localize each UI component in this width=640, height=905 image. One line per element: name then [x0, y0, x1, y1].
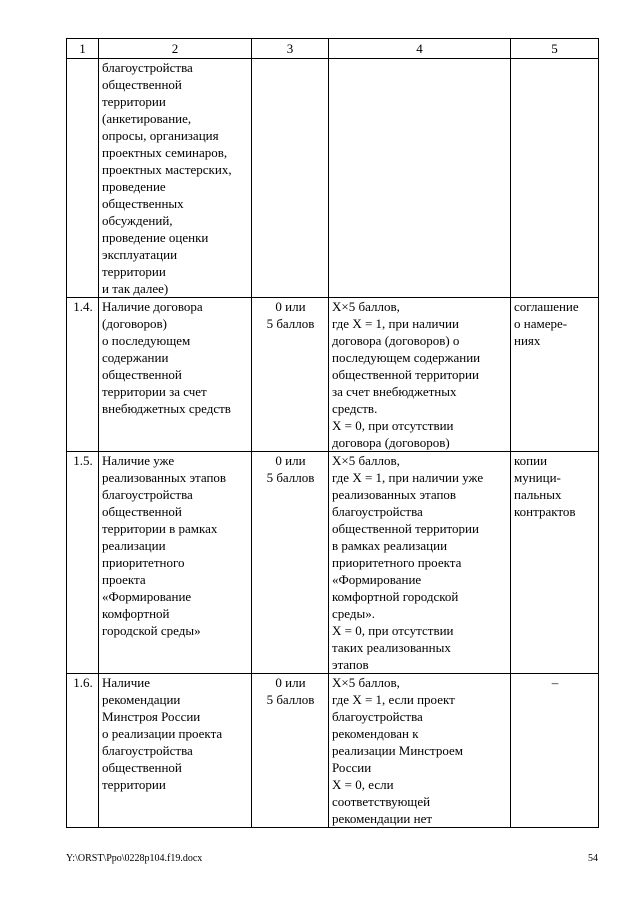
- cell-line: 5 баллов: [266, 470, 315, 485]
- cell-line: рекомендации нет: [332, 811, 433, 826]
- cell-line: (анкетирование,: [102, 111, 192, 126]
- column-header: 1: [67, 39, 99, 59]
- documents-cell: [511, 674, 599, 828]
- cell-line: обсуждений,: [102, 213, 173, 228]
- cell-line: где X = 1, при наличии уже: [332, 470, 484, 485]
- cell-line: 0 или: [275, 675, 306, 690]
- cell-line: 5 баллов: [266, 316, 315, 331]
- column-header: 5: [511, 39, 599, 59]
- cell-line: последующем содержании: [332, 350, 481, 365]
- cell-line: соглашение: [514, 299, 579, 314]
- cell-line: эксплуатации: [102, 247, 178, 262]
- column-header: 4: [329, 39, 511, 59]
- cell-line: рекомендации: [102, 692, 181, 707]
- cell-line: Наличие уже: [102, 453, 175, 468]
- cell-line: (договоров): [102, 316, 167, 331]
- criterion-cell: [99, 298, 252, 452]
- cell-line: внебюджетных средств: [102, 401, 231, 416]
- cell-line: 5 баллов: [266, 692, 315, 707]
- cell-line: контрактов: [514, 504, 576, 519]
- points-cell: [252, 298, 329, 452]
- cell-line: благоустройства: [102, 743, 193, 758]
- cell-line: приоритетного проекта: [332, 555, 462, 570]
- documents-cell: [511, 298, 599, 452]
- row-number-cell: 1.4.: [67, 298, 99, 452]
- cell-line: общественной: [102, 367, 182, 382]
- cell-line: о намере-: [514, 316, 568, 331]
- cell-line: проведение: [102, 179, 166, 194]
- scoring-cell: [329, 452, 511, 674]
- cell-line: территории: [102, 94, 166, 109]
- cell-line: X×5 баллов,: [332, 453, 400, 468]
- cell-line: X = 0, если: [332, 777, 394, 792]
- header-row: [67, 39, 599, 59]
- page-number: 54: [588, 853, 598, 864]
- cell-line: рекомендован к: [332, 726, 419, 741]
- cell-line: реализованных этапов: [102, 470, 227, 485]
- cell-line: X×5 баллов,: [332, 299, 400, 314]
- cell-line: территории за счет: [102, 384, 207, 399]
- cell-line: пальных: [514, 487, 562, 502]
- cell-line: общественной: [102, 760, 182, 775]
- points-cell: [252, 59, 329, 298]
- cell-line: таких реализованных: [332, 640, 451, 655]
- cell-line: благоустройства: [102, 60, 193, 75]
- criterion-cell: [99, 674, 252, 828]
- cell-line: территории: [102, 777, 166, 792]
- cell-line: соответствующей: [332, 794, 431, 809]
- cell-line: за счет внебюджетных: [332, 384, 457, 399]
- scoring-cell: [329, 674, 511, 828]
- cell-line: этапов: [332, 657, 369, 672]
- cell-line: где X = 1, если проект: [332, 692, 455, 707]
- cell-line: где X = 1, при наличии: [332, 316, 459, 331]
- cell-line: договора (договоров) о: [332, 333, 460, 348]
- row-number-cell: [67, 59, 99, 298]
- cell-line: России: [332, 760, 372, 775]
- cell-line: муници-: [514, 470, 561, 485]
- cell-line: комфортной: [102, 606, 170, 621]
- cell-line: X×5 баллов,: [332, 675, 400, 690]
- cell-line: в рамках реализации: [332, 538, 448, 553]
- cell-line: средств.: [332, 401, 378, 416]
- table-row: [67, 452, 599, 674]
- cell-line: проведение оценки: [102, 230, 209, 245]
- cell-line: реализации Минстроем: [332, 743, 464, 758]
- cell-line: Минстроя России: [102, 709, 201, 724]
- cell-line: общественных: [102, 196, 184, 211]
- cell-line: территории в рамках: [102, 521, 218, 536]
- points-cell: [252, 452, 329, 674]
- cell-line: проектных мастерских,: [102, 162, 232, 177]
- documents-cell: [511, 59, 599, 298]
- cell-line: проектных семинаров,: [102, 145, 228, 160]
- row-number-cell: 1.6.: [67, 674, 99, 828]
- cell-line: проекта: [102, 572, 146, 587]
- cell-line: среды».: [332, 606, 375, 621]
- cell-line: реализованных этапов: [332, 487, 457, 502]
- cell-line: 0 или: [275, 453, 306, 468]
- cell-line: приоритетного: [102, 555, 185, 570]
- cell-line: X = 0, при отсутствии: [332, 418, 454, 433]
- table-row: [67, 674, 599, 828]
- cell-line: общественной: [102, 77, 182, 92]
- cell-line: «Формирование: [102, 589, 192, 604]
- cell-line: комфортной городской: [332, 589, 459, 604]
- cell-line: благоустройства: [332, 709, 423, 724]
- cell-line: Наличие: [102, 675, 150, 690]
- cell-line: общественной: [102, 504, 182, 519]
- cell-line: общественной территории: [332, 521, 479, 536]
- table-row: [67, 59, 599, 298]
- cell-line: и так далее): [102, 281, 169, 296]
- documents-cell: [511, 452, 599, 674]
- cell-line: о последующем: [102, 333, 191, 348]
- criterion-cell: [99, 59, 252, 298]
- cell-line: X = 0, при отсутствии: [332, 623, 454, 638]
- scoring-cell: [329, 59, 511, 298]
- cell-line: благоустройства: [332, 504, 423, 519]
- cell-line: –: [551, 675, 559, 690]
- column-header: 2: [99, 39, 252, 59]
- column-header: 3: [252, 39, 329, 59]
- cell-line: опросы, организация: [102, 128, 219, 143]
- criterion-cell: [99, 452, 252, 674]
- points-cell: [252, 674, 329, 828]
- cell-line: благоустройства: [102, 487, 193, 502]
- criteria-table: [66, 38, 599, 828]
- cell-line: содержании: [102, 350, 169, 365]
- cell-line: копии: [514, 453, 548, 468]
- cell-line: «Формирование: [332, 572, 422, 587]
- cell-line: Наличие договора: [102, 299, 203, 314]
- scoring-cell: [329, 298, 511, 452]
- row-number-cell: 1.5.: [67, 452, 99, 674]
- cell-line: договора (договоров): [332, 435, 450, 450]
- cell-line: территории: [102, 264, 166, 279]
- table-row: [67, 298, 599, 452]
- cell-line: ниях: [514, 333, 541, 348]
- cell-line: общественной территории: [332, 367, 479, 382]
- cell-line: о реализации проекта: [102, 726, 223, 741]
- file-path: Y:\ORST\Ppo\0228p104.f19.docx: [66, 853, 203, 864]
- cell-line: реализации: [102, 538, 166, 553]
- cell-line: 0 или: [275, 299, 306, 314]
- cell-line: городской среды»: [102, 623, 201, 638]
